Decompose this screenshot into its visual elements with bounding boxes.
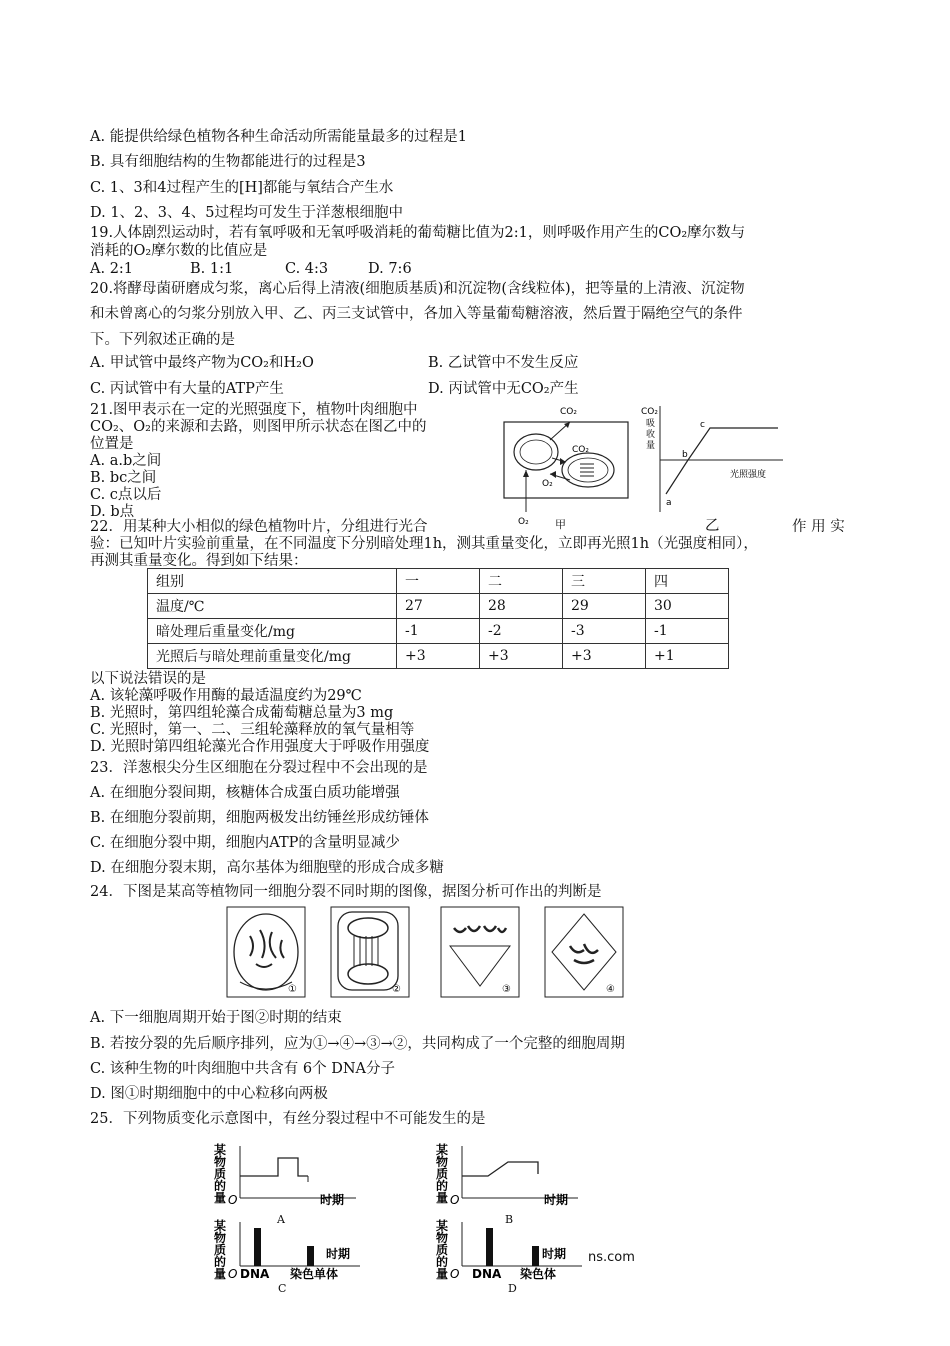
chart-b-ylabel-5: 量 bbox=[436, 1191, 449, 1205]
chart-d-bar-chromosome bbox=[532, 1246, 539, 1266]
cell-1-label: ① bbox=[288, 984, 297, 995]
chart-a-ylabel-2: 物 bbox=[214, 1155, 227, 1169]
q22-lead: 以下说法错误的是 bbox=[90, 671, 206, 687]
q23-option-c: C. 在细胞分裂中期，细胞内ATP的含量明显减少 bbox=[90, 835, 400, 851]
q24-option-c: C. 该种生物的叶肉细胞中共含有 6个 DNA分子 bbox=[90, 1061, 396, 1077]
chart-b-xlabel: 时期 bbox=[544, 1193, 569, 1207]
q22-stem-2: 验：已知叶片实验前重量，在不同温度下分别暗处理1h，测其重量变化，立即再光照1h（光强度相同）， bbox=[90, 536, 758, 552]
q23-stem: 23．洋葱根尖分生区细胞在分裂过程中不会出现的是 bbox=[90, 760, 428, 776]
q18-option-d: D. 1、2、3、4、5过程均可发生于洋葱根细胞中 bbox=[90, 205, 403, 221]
chart-c-bar-chromatid bbox=[307, 1246, 314, 1266]
chart-b-origin: O bbox=[450, 1193, 460, 1207]
chart-c-letter: C bbox=[278, 1282, 287, 1295]
chart-b-letter: B bbox=[505, 1213, 514, 1226]
cell-3-label: ③ bbox=[502, 984, 511, 995]
q21-option-a: A. a.b之间 bbox=[90, 453, 162, 469]
chart-d-bar2-label: 染色体 bbox=[520, 1267, 557, 1281]
q23-option-b: B. 在细胞分裂前期，细胞两极发出纺锤丝形成纺锤体 bbox=[90, 810, 429, 826]
chart-b-ylabel-3: 质 bbox=[436, 1167, 449, 1181]
chart-a-ylabel-3: 质 bbox=[214, 1167, 227, 1181]
chart-a-xlabel: 时期 bbox=[320, 1193, 345, 1207]
chart-d-ylabel-2: 物 bbox=[436, 1231, 449, 1245]
figure-jia-cell bbox=[490, 400, 640, 528]
q22-stem-1b: 作 用 实 bbox=[792, 519, 845, 535]
figure-jia-o2-inner: O₂ bbox=[542, 479, 553, 489]
chart-c-xlabel: 时期 bbox=[326, 1247, 351, 1261]
chart-b-line bbox=[462, 1162, 538, 1176]
chart-a-origin: O bbox=[228, 1193, 238, 1207]
table-cell: 光照后与暗处理前重量变化/mg bbox=[148, 644, 397, 669]
figure-jia-o2-bottom: O₂ bbox=[518, 517, 529, 527]
q23-option-a: A. 在细胞分裂间期，核糖体合成蛋白质功能增强 bbox=[90, 785, 400, 801]
cell-diagram-4 bbox=[544, 906, 624, 998]
q22-option-d: D. 光照时第四组轮藻光合作用强度大于呼吸作用强度 bbox=[90, 739, 430, 755]
cell-2-label: ② bbox=[392, 984, 401, 995]
q22-option-a: A. 该轮藻呼吸作用酶的最适温度约为29℃ bbox=[90, 688, 362, 704]
chart-d-ylabel-1: 某 bbox=[436, 1219, 449, 1233]
q25-chart-a bbox=[210, 1142, 370, 1214]
chart-d-bar1-label: DNA bbox=[472, 1267, 502, 1281]
cell-diagram-3 bbox=[440, 906, 520, 998]
table-cell: 组别 bbox=[148, 569, 397, 594]
q20-stem-3: 下。下列叙述正确的是 bbox=[90, 332, 235, 348]
q18-option-b: B. 具有细胞结构的生物都能进行的过程是3 bbox=[90, 154, 366, 170]
q20-option-c: C. 丙试管中有大量的ATP产生 bbox=[90, 381, 284, 397]
figure-yi-point-a: a bbox=[666, 498, 672, 508]
chart-a-ylabel-5: 量 bbox=[214, 1191, 227, 1205]
cell-4-label: ④ bbox=[606, 984, 615, 995]
q20-stem-1: 20.将酵母菌研磨成匀浆，离心后得上清液(细胞质基质)和沉淀物(含线粒体)，把等量的上清液、沉淀物 bbox=[90, 281, 745, 297]
q25-chart-b bbox=[432, 1142, 592, 1214]
chart-c-ylabel-5: 量 bbox=[214, 1267, 227, 1281]
chart-c-bar2-label: 染色单体 bbox=[290, 1267, 339, 1281]
chart-b-ylabel-2: 物 bbox=[436, 1155, 449, 1169]
q18-option-a: A. 能提供给绿色植物各种生命活动所需能量最多的过程是1 bbox=[90, 129, 467, 145]
table-cell: -1 bbox=[646, 619, 729, 644]
table-row bbox=[148, 594, 729, 619]
q23-option-d: D. 在细胞分裂末期，高尔基体为细胞壁的形成合成多糖 bbox=[90, 860, 444, 876]
q19-stem-2: 消耗的O₂摩尔数的比值应是 bbox=[90, 243, 268, 259]
q21-option-c: C. c点以后 bbox=[90, 487, 162, 503]
table-row bbox=[148, 569, 729, 594]
figure-yi-ylabel-1: 吸 bbox=[646, 419, 656, 429]
q20-option-d: D. 丙试管中无CO₂产生 bbox=[428, 381, 579, 397]
q22-option-c: C. 光照时，第一、二、三组轮藻释放的氧气量相等 bbox=[90, 722, 415, 738]
q22-stem-3: 再测其重量变化。得到如下结果： bbox=[90, 553, 308, 569]
q21-stem-3: 位置是 bbox=[90, 436, 134, 452]
table-row bbox=[148, 644, 729, 669]
chart-d-origin: O bbox=[450, 1267, 460, 1281]
chart-a-letter: A bbox=[277, 1213, 285, 1226]
q21-option-b: B. bc之间 bbox=[90, 470, 157, 486]
chart-d-ylabel-4: 的 bbox=[436, 1255, 449, 1269]
figure-yi-label: 乙 bbox=[705, 518, 720, 534]
figure-yi-graph bbox=[638, 402, 788, 518]
q18-option-c: C. 1、3和4过程产生的[H]都能与氧结合产生水 bbox=[90, 180, 394, 196]
q22-option-b: B. 光照时，第四组轮藻合成葡萄糖总量为3 mg bbox=[90, 705, 394, 721]
watermark-text: ns.com bbox=[588, 1250, 635, 1265]
q25-stem: 25．下列物质变化示意图中，有丝分裂过程中不可能发生的是 bbox=[90, 1111, 486, 1127]
q20-option-b: B. 乙试管中不发生反应 bbox=[428, 355, 579, 371]
figure-yi-ylabel-2: 收 bbox=[646, 430, 656, 440]
chart-c-bar-dna bbox=[254, 1228, 261, 1266]
q19-option-b: B. 1:1 bbox=[190, 261, 234, 277]
q21-stem-2: CO₂、O₂的来源和去路，则图甲所示状态在图乙中的 bbox=[90, 419, 427, 435]
figure-yi-curve bbox=[666, 428, 778, 494]
q25-chart-c bbox=[210, 1218, 410, 1284]
chart-b-ylabel-1: 某 bbox=[436, 1143, 449, 1157]
table-cell: 一 bbox=[397, 569, 480, 594]
table-cell: +3 bbox=[480, 644, 563, 669]
q19-option-a: A. 2:1 bbox=[90, 261, 134, 277]
chart-d-xlabel: 时期 bbox=[542, 1247, 567, 1261]
q19-option-c: C. 4:3 bbox=[285, 261, 329, 277]
chart-a-ylabel-1: 某 bbox=[214, 1143, 227, 1157]
figure-jia-label: 甲 bbox=[555, 518, 566, 531]
q22-results-table bbox=[147, 568, 729, 669]
figure-yi-point-b: b bbox=[682, 450, 688, 460]
chart-c-ylabel-1: 某 bbox=[214, 1219, 227, 1233]
table-cell: -3 bbox=[563, 619, 646, 644]
q24-option-b: B. 若按分裂的先后顺序排列，应为①→④→③→②，共同构成了一个完整的细胞周期 bbox=[90, 1036, 625, 1052]
table-cell: 30 bbox=[646, 594, 729, 619]
chart-d-letter: D bbox=[508, 1282, 517, 1295]
cell-diagram-1 bbox=[226, 906, 306, 998]
table-cell: 二 bbox=[480, 569, 563, 594]
q22-stem-1: 22．用某种大小相似的绿色植物叶片，分组进行光合 bbox=[90, 519, 428, 535]
figure-yi-ylabel-3: 量 bbox=[646, 441, 656, 451]
chart-d-ylabel-5: 量 bbox=[436, 1267, 449, 1281]
q20-stem-2: 和未曾离心的匀浆分别放入甲、乙、丙三支试管中，各加入等量葡萄糖溶液，然后置于隔绝空气的条件 bbox=[90, 306, 743, 322]
table-cell: -1 bbox=[397, 619, 480, 644]
figure-yi-xlabel: 光照强度 bbox=[730, 470, 767, 480]
table-cell: 29 bbox=[563, 594, 646, 619]
chart-c-bar1-label: DNA bbox=[240, 1267, 270, 1281]
table-cell: 28 bbox=[480, 594, 563, 619]
table-cell: +3 bbox=[563, 644, 646, 669]
chart-c-ylabel-3: 质 bbox=[214, 1243, 227, 1257]
table-cell: 四 bbox=[646, 569, 729, 594]
q24-option-d: D. 图①时期细胞中的中心粒移向两极 bbox=[90, 1086, 328, 1102]
chart-b-ylabel-4: 的 bbox=[436, 1179, 449, 1193]
table-cell: 27 bbox=[397, 594, 480, 619]
figure-yi-ylabel-co2: CO₂ bbox=[641, 407, 658, 417]
q19-option-d: D. 7:6 bbox=[368, 261, 412, 277]
table-row bbox=[148, 619, 729, 644]
figure-jia-co2-inner: CO₂ bbox=[572, 445, 589, 455]
chart-c-ylabel-2: 物 bbox=[214, 1231, 227, 1245]
q21-stem-1: 21.图甲表示在一定的光照强度下，植物叶肉细胞中 bbox=[90, 402, 418, 418]
chart-a-ylabel-4: 的 bbox=[214, 1179, 227, 1193]
figure-jia-co2-top: CO₂ bbox=[560, 407, 577, 417]
table-cell: +1 bbox=[646, 644, 729, 669]
table-cell: 暗处理后重量变化/mg bbox=[148, 619, 397, 644]
cell-diagram-2 bbox=[330, 906, 410, 998]
chart-d-ylabel-3: 质 bbox=[436, 1243, 449, 1257]
table-cell: 三 bbox=[563, 569, 646, 594]
chart-c-origin: O bbox=[228, 1267, 238, 1281]
chart-a-line bbox=[240, 1158, 308, 1176]
q21-option-d: D. b点 bbox=[90, 504, 135, 520]
q20-option-a: A. 甲试管中最终产物为CO₂和H₂O bbox=[90, 355, 314, 371]
table-cell: +3 bbox=[397, 644, 480, 669]
q24-stem: 24．下图是某高等植物同一细胞分裂不同时期的图像，据图分析可作出的判断是 bbox=[90, 884, 602, 900]
figure-yi-point-c: c bbox=[700, 420, 705, 430]
q24-option-a: A. 下一细胞周期开始于图②时期的结束 bbox=[90, 1010, 342, 1026]
table-cell: 温度/℃ bbox=[148, 594, 397, 619]
chart-c-ylabel-4: 的 bbox=[214, 1255, 227, 1269]
table-cell: -2 bbox=[480, 619, 563, 644]
q19-stem-1: 19.人体剧烈运动时，若有氧呼吸和无氧呼吸消耗的葡萄糖比值为2:1，则呼吸作用产生的CO₂摩尔数与 bbox=[90, 225, 746, 241]
chart-d-bar-dna bbox=[486, 1228, 493, 1266]
